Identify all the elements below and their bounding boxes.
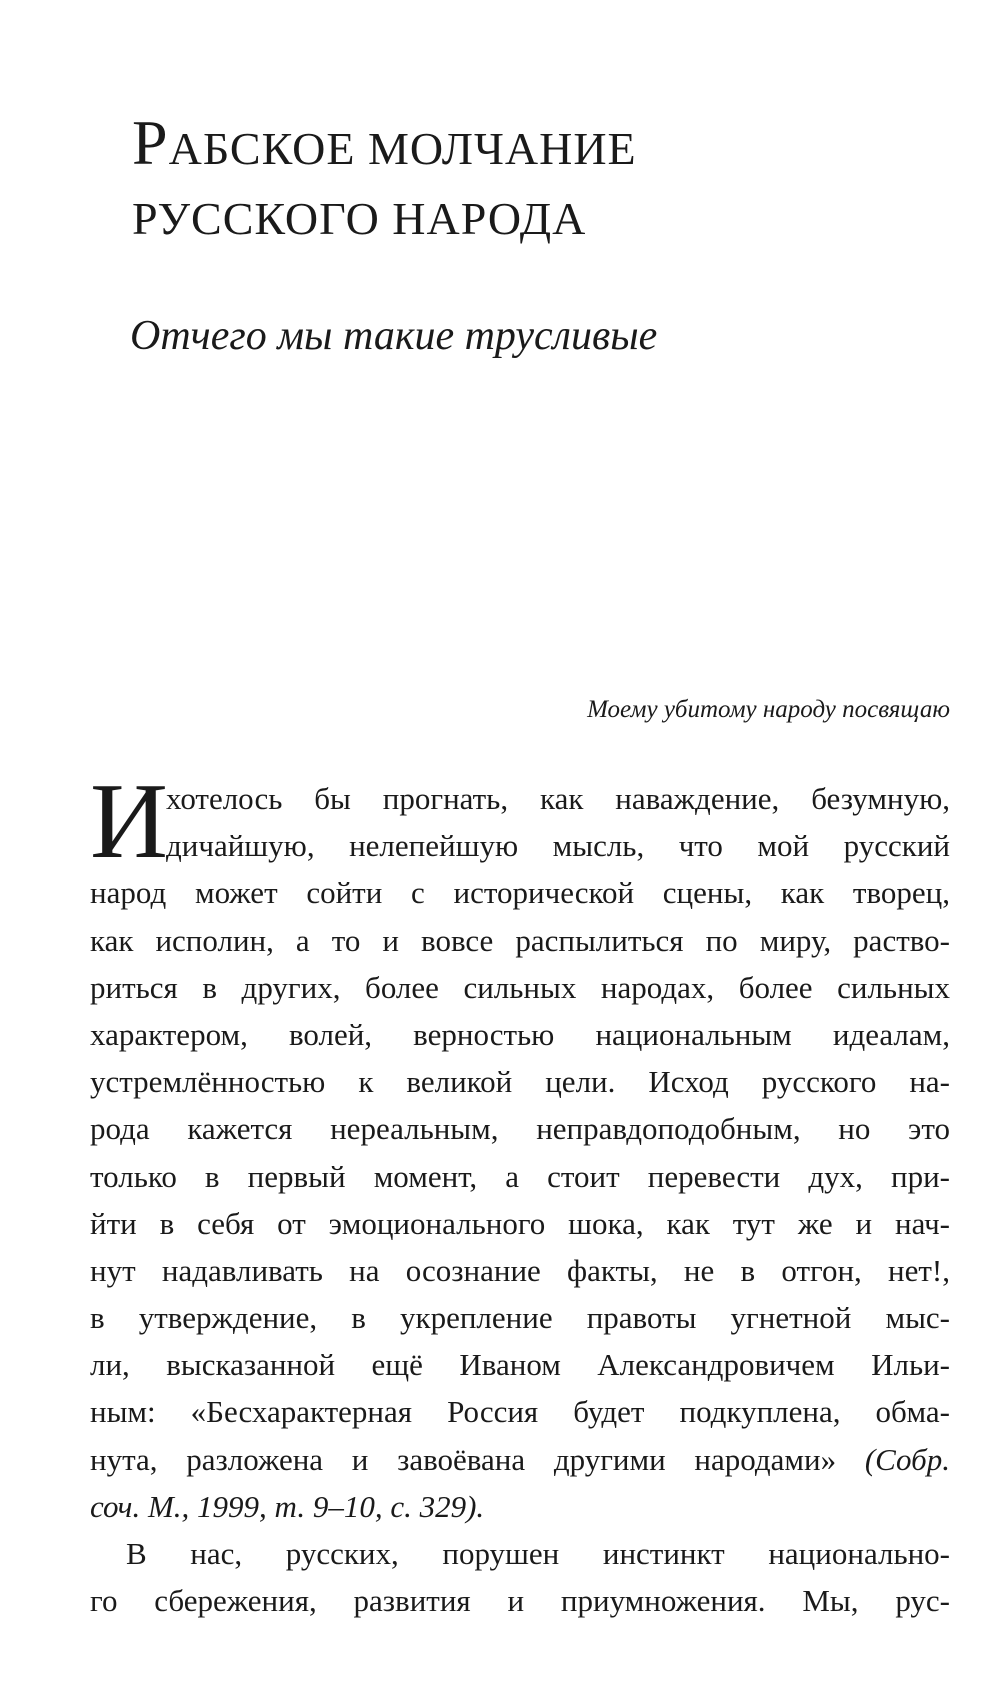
chapter-title-line-1 — [132, 108, 932, 184]
chapter-subtitle: Отчего мы такие трусливые — [130, 313, 658, 359]
text-line: го сбережения, развития и приумножения. Мы, рус- — [90, 1583, 950, 1619]
text-line: ли, высказанной ещё Иваном Александровичем Ильи- — [90, 1347, 950, 1383]
quote-end-text: нута, разложена и завоёвана другими народами» — [90, 1441, 837, 1477]
text-line: нут надавливать на осознание факты, не в отгон, нет!, — [90, 1252, 950, 1288]
body-text — [90, 762, 950, 1624]
text-line: устремлённостью к великой цели. Исход русского на- — [90, 1064, 950, 1100]
chapter-title-line-2: РУССКОГО НАРОДА — [132, 193, 587, 244]
text-line: хотелось бы прогнать, как наваждение, безумную, — [166, 781, 950, 816]
chapter-title-capital: Р — [132, 107, 169, 178]
text-line: в утверждение, в укрепление правоты угнетной мыс- — [90, 1300, 950, 1336]
text-line: ным: «Бесхарактерная Россия будет подкуплена, обма- — [90, 1394, 950, 1430]
text-line: рода кажется нереальным, неправдоподобным, но это — [90, 1111, 950, 1147]
chapter-title-line-1-text: АБСКОЕ МОЛЧАНИЕ — [168, 123, 637, 174]
citation-line — [90, 1483, 950, 1530]
citation-start: (Собр. — [864, 1441, 950, 1477]
text-line: только в первый момент, а стоит перевести дух, при- — [90, 1158, 950, 1194]
drop-cap: И — [90, 762, 168, 881]
text-line: дичайшую, нелепейшую мысль, что мой русский — [166, 828, 950, 864]
text-line: как исполин, а то и вовсе распылиться по миру, раство- — [90, 922, 950, 958]
text-line: В нас, русских, порушен инстинкт национально- — [126, 1536, 950, 1571]
text-line-with-citation — [90, 1436, 950, 1483]
chapter-title — [132, 108, 932, 254]
text-line: народ может сойти с исторической сцены, как творец, — [90, 875, 950, 911]
text-line: риться в других, более сильных народах, более сильных — [90, 969, 950, 1005]
text-line: йти в себя от эмоционального шока, как тут же и нач- — [90, 1205, 950, 1241]
citation-end: соч. М., 1999, т. 9–10, с. 329). — [90, 1488, 485, 1524]
dedication: Моему убитому народу посвящаю — [587, 696, 950, 723]
text-line: характером, волей, верностью национальным идеалам, — [90, 1016, 950, 1052]
